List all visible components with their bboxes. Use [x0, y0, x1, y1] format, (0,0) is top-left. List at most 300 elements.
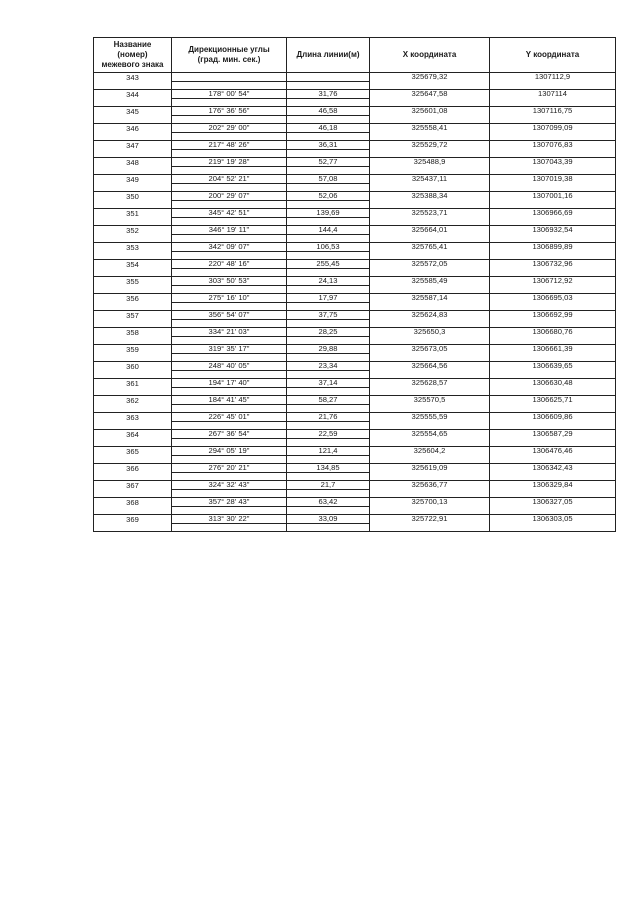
- direction-angle-cell: 276° 20' 21": [172, 464, 287, 473]
- x-coordinate-spacer: [370, 336, 490, 345]
- table-row: [94, 243, 616, 252]
- table-row-spacer: [94, 268, 616, 277]
- x-coordinate-cell: 325585,49: [370, 277, 490, 286]
- table-row-spacer: [94, 489, 616, 498]
- direction-angle-cell: 220° 48' 16": [172, 260, 287, 269]
- x-coordinate-cell: 325722,91: [370, 515, 490, 524]
- direction-angle-cell: 178° 00' 54": [172, 90, 287, 99]
- direction-angle-cell: 248° 40' 05": [172, 362, 287, 371]
- line-length-cell: 37,75: [287, 311, 370, 320]
- x-coordinate-spacer: [370, 472, 490, 481]
- line-length-cell: 134,85: [287, 464, 370, 473]
- direction-angle-spacer: [172, 217, 287, 226]
- y-coordinate-cell: 1306303,05: [490, 515, 616, 524]
- point-name-spacer: [94, 455, 172, 464]
- x-coordinate-cell: 325624,83: [370, 311, 490, 320]
- point-name-spacer: [94, 200, 172, 209]
- line-length-cell: 21,7: [287, 481, 370, 490]
- y-coordinate-cell: 1306630,48: [490, 379, 616, 388]
- header-direction-line-2: (град. мин. сек.): [197, 55, 261, 64]
- x-coordinate-cell: 325664,56: [370, 362, 490, 371]
- x-coordinate-spacer: [370, 98, 490, 107]
- table-row: [94, 90, 616, 99]
- y-coordinate-cell: 1307099,09: [490, 124, 616, 133]
- line-length-cell: 52,77: [287, 158, 370, 167]
- y-coordinate-spacer: [490, 489, 616, 498]
- line-length-spacer: [287, 285, 370, 294]
- y-coordinate-cell: 1306732,96: [490, 260, 616, 269]
- point-name-cell: 350: [94, 192, 172, 201]
- y-coordinate-spacer: [490, 404, 616, 413]
- y-coordinate-cell: 1306587,29: [490, 430, 616, 439]
- y-coordinate-spacer: [490, 217, 616, 226]
- direction-angle-cell: 346° 19' 11": [172, 226, 287, 235]
- table-row-spacer: [94, 149, 616, 158]
- line-length-spacer: [287, 234, 370, 243]
- direction-angle-cell: 294° 05' 19": [172, 447, 287, 456]
- boundary-points-table: [93, 37, 616, 532]
- direction-angle-spacer: [172, 149, 287, 158]
- table-row: [94, 226, 616, 235]
- table-row: [94, 209, 616, 218]
- line-length-spacer: [287, 132, 370, 141]
- direction-angle-spacer: [172, 370, 287, 379]
- y-coordinate-spacer: [490, 455, 616, 464]
- x-coordinate-cell: 325664,01: [370, 226, 490, 235]
- line-length-cell: 24,13: [287, 277, 370, 286]
- line-length-spacer: [287, 353, 370, 362]
- point-name-cell: 345: [94, 107, 172, 116]
- x-coordinate-spacer: [370, 132, 490, 141]
- line-length-spacer: [287, 268, 370, 277]
- header-x-coordinate: X координата: [370, 38, 490, 73]
- x-coordinate-spacer: [370, 438, 490, 447]
- y-coordinate-spacer: [490, 285, 616, 294]
- direction-angle-spacer: [172, 132, 287, 141]
- table-row: [94, 413, 616, 422]
- line-length-spacer: [287, 387, 370, 396]
- point-name-spacer: [94, 285, 172, 294]
- direction-angle-cell: 267° 36' 54": [172, 430, 287, 439]
- line-length-spacer: [287, 489, 370, 498]
- point-name-cell: 368: [94, 498, 172, 507]
- y-coordinate-spacer: [490, 268, 616, 277]
- y-coordinate-cell: 1306609,86: [490, 413, 616, 422]
- line-length-spacer: [287, 166, 370, 175]
- point-name-spacer: [94, 523, 172, 532]
- point-name-spacer: [94, 319, 172, 328]
- x-coordinate-spacer: [370, 489, 490, 498]
- x-coordinate-cell: 325570,5: [370, 396, 490, 405]
- y-coordinate-spacer: [490, 98, 616, 107]
- direction-angle-spacer: [172, 302, 287, 311]
- line-length-cell: 29,88: [287, 345, 370, 354]
- y-coordinate-spacer: [490, 149, 616, 158]
- direction-angle-spacer: [172, 183, 287, 192]
- x-coordinate-spacer: [370, 421, 490, 430]
- y-coordinate-spacer: [490, 302, 616, 311]
- y-coordinate-cell: 1306680,76: [490, 328, 616, 337]
- y-coordinate-cell: 1306899,89: [490, 243, 616, 252]
- direction-angle-cell: 275° 16' 10": [172, 294, 287, 303]
- line-length-cell: 58,27: [287, 396, 370, 405]
- table-row: [94, 379, 616, 388]
- table-row: [94, 515, 616, 524]
- header-point-name: [94, 38, 172, 73]
- x-coordinate-cell: 325765,41: [370, 243, 490, 252]
- y-coordinate-cell: 1306625,71: [490, 396, 616, 405]
- point-name-cell: 360: [94, 362, 172, 371]
- direction-angle-spacer: [172, 234, 287, 243]
- y-coordinate-cell: 1306966,69: [490, 209, 616, 218]
- direction-angle-spacer: [172, 353, 287, 362]
- table-row-spacer: [94, 387, 616, 396]
- table-row-spacer: [94, 183, 616, 192]
- line-length-spacer: [287, 404, 370, 413]
- y-coordinate-spacer: [490, 370, 616, 379]
- direction-angle-spacer: [172, 268, 287, 277]
- direction-angle-cell: 319° 35' 17": [172, 345, 287, 354]
- direction-angle-spacer: [172, 251, 287, 260]
- direction-angle-cell: [172, 73, 287, 82]
- x-coordinate-spacer: [370, 166, 490, 175]
- y-coordinate-cell: 1307114: [490, 90, 616, 99]
- direction-angle-spacer: [172, 200, 287, 209]
- point-name-spacer: [94, 234, 172, 243]
- y-coordinate-cell: 1307112,9: [490, 73, 616, 82]
- line-length-cell: 36,31: [287, 141, 370, 150]
- table-row-spacer: [94, 302, 616, 311]
- header-name-line-1: Название: [113, 40, 152, 49]
- table-row-spacer: [94, 336, 616, 345]
- direction-angle-spacer: [172, 98, 287, 107]
- x-coordinate-spacer: [370, 115, 490, 124]
- point-name-spacer: [94, 217, 172, 226]
- line-length-spacer: [287, 98, 370, 107]
- table-row-spacer: [94, 506, 616, 515]
- point-name-cell: 369: [94, 515, 172, 524]
- y-coordinate-spacer: [490, 200, 616, 209]
- y-coordinate-cell: 1306329,84: [490, 481, 616, 490]
- direction-angle-spacer: [172, 421, 287, 430]
- table-body: [94, 73, 616, 532]
- x-coordinate-cell: 325558,41: [370, 124, 490, 133]
- point-name-spacer: [94, 115, 172, 124]
- point-name-spacer: [94, 132, 172, 141]
- point-name-cell: 356: [94, 294, 172, 303]
- line-length-spacer: [287, 506, 370, 515]
- point-name-spacer: [94, 438, 172, 447]
- point-name-cell: 359: [94, 345, 172, 354]
- table-row-spacer: [94, 472, 616, 481]
- y-coordinate-cell: 1307076,83: [490, 141, 616, 150]
- y-coordinate-spacer: [490, 472, 616, 481]
- direction-angle-cell: 184° 41' 45": [172, 396, 287, 405]
- y-coordinate-spacer: [490, 421, 616, 430]
- x-coordinate-spacer: [370, 234, 490, 243]
- line-length-cell: 255,45: [287, 260, 370, 269]
- line-length-spacer: [287, 370, 370, 379]
- point-name-spacer: [94, 302, 172, 311]
- point-name-cell: 343: [94, 73, 172, 82]
- direction-angle-cell: 324° 32' 43": [172, 481, 287, 490]
- x-coordinate-spacer: [370, 200, 490, 209]
- table-row: [94, 362, 616, 371]
- y-coordinate-spacer: [490, 166, 616, 175]
- direction-angle-spacer: [172, 285, 287, 294]
- x-coordinate-spacer: [370, 302, 490, 311]
- point-name-cell: 366: [94, 464, 172, 473]
- table-row: [94, 294, 616, 303]
- line-length-cell: 17,97: [287, 294, 370, 303]
- point-name-spacer: [94, 81, 172, 90]
- line-length-spacer: [287, 115, 370, 124]
- x-coordinate-cell: 325650,3: [370, 328, 490, 337]
- header-direction-angle: [172, 38, 287, 73]
- x-coordinate-cell: 325554,65: [370, 430, 490, 439]
- header-y-coordinate: Y координата: [490, 38, 616, 73]
- y-coordinate-spacer: [490, 115, 616, 124]
- x-coordinate-cell: 325679,32: [370, 73, 490, 82]
- header-name-line-3: межевого знака: [101, 60, 164, 69]
- x-coordinate-cell: 325619,09: [370, 464, 490, 473]
- x-coordinate-spacer: [370, 353, 490, 362]
- x-coordinate-spacer: [370, 319, 490, 328]
- point-name-cell: 363: [94, 413, 172, 422]
- direction-angle-cell: 176° 36' 56": [172, 107, 287, 116]
- line-length-cell: 46,18: [287, 124, 370, 133]
- point-name-spacer: [94, 268, 172, 277]
- line-length-cell: 23,34: [287, 362, 370, 371]
- x-coordinate-spacer: [370, 81, 490, 90]
- x-coordinate-cell: 325601,08: [370, 107, 490, 116]
- line-length-spacer: [287, 523, 370, 532]
- point-name-spacer: [94, 149, 172, 158]
- point-name-cell: 351: [94, 209, 172, 218]
- line-length-cell: 46,58: [287, 107, 370, 116]
- table-row: [94, 464, 616, 473]
- line-length-cell: 106,53: [287, 243, 370, 252]
- direction-angle-cell: 342° 09' 07": [172, 243, 287, 252]
- table-row-spacer: [94, 353, 616, 362]
- direction-angle-cell: 303° 50' 53": [172, 277, 287, 286]
- table-row-spacer: [94, 438, 616, 447]
- point-name-cell: 344: [94, 90, 172, 99]
- point-name-spacer: [94, 353, 172, 362]
- table-header-row: [94, 38, 616, 73]
- y-coordinate-spacer: [490, 234, 616, 243]
- point-name-cell: 346: [94, 124, 172, 133]
- x-coordinate-cell: 325437,11: [370, 175, 490, 184]
- table-row: [94, 447, 616, 456]
- y-coordinate-cell: 1306712,92: [490, 277, 616, 286]
- x-coordinate-cell: 325628,57: [370, 379, 490, 388]
- line-length-cell: 33,09: [287, 515, 370, 524]
- x-coordinate-cell: 325604,2: [370, 447, 490, 456]
- point-name-cell: 357: [94, 311, 172, 320]
- point-name-cell: 361: [94, 379, 172, 388]
- table-row: [94, 498, 616, 507]
- line-length-spacer: [287, 251, 370, 260]
- x-coordinate-spacer: [370, 268, 490, 277]
- x-coordinate-spacer: [370, 183, 490, 192]
- point-name-cell: 364: [94, 430, 172, 439]
- line-length-cell: 139,69: [287, 209, 370, 218]
- y-coordinate-spacer: [490, 319, 616, 328]
- x-coordinate-cell: 325488,9: [370, 158, 490, 167]
- y-coordinate-spacer: [490, 438, 616, 447]
- y-coordinate-cell: 1306476,46: [490, 447, 616, 456]
- x-coordinate-spacer: [370, 387, 490, 396]
- y-coordinate-cell: 1307116,75: [490, 107, 616, 116]
- x-coordinate-cell: 325529,72: [370, 141, 490, 150]
- point-name-cell: 352: [94, 226, 172, 235]
- y-coordinate-cell: 1306695,03: [490, 294, 616, 303]
- y-coordinate-spacer: [490, 387, 616, 396]
- line-length-cell: 121,4: [287, 447, 370, 456]
- x-coordinate-spacer: [370, 523, 490, 532]
- line-length-cell: 57,08: [287, 175, 370, 184]
- x-coordinate-spacer: [370, 285, 490, 294]
- point-name-cell: 367: [94, 481, 172, 490]
- table-row-spacer: [94, 200, 616, 209]
- point-name-spacer: [94, 489, 172, 498]
- x-coordinate-spacer: [370, 251, 490, 260]
- direction-angle-spacer: [172, 404, 287, 413]
- point-name-cell: 362: [94, 396, 172, 405]
- table-row-spacer: [94, 523, 616, 532]
- point-name-spacer: [94, 336, 172, 345]
- table-row-spacer: [94, 115, 616, 124]
- table-row-spacer: [94, 81, 616, 90]
- table-row-spacer: [94, 319, 616, 328]
- y-coordinate-cell: 1306692,99: [490, 311, 616, 320]
- direction-angle-spacer: [172, 472, 287, 481]
- direction-angle-cell: 345° 42' 51": [172, 209, 287, 218]
- y-coordinate-spacer: [490, 523, 616, 532]
- y-coordinate-spacer: [490, 132, 616, 141]
- table-row: [94, 175, 616, 184]
- y-coordinate-cell: 1307043,39: [490, 158, 616, 167]
- direction-angle-spacer: [172, 438, 287, 447]
- x-coordinate-cell: 325388,34: [370, 192, 490, 201]
- direction-angle-cell: 334° 21' 03": [172, 328, 287, 337]
- direction-angle-cell: 194° 17' 40": [172, 379, 287, 388]
- table-row: [94, 311, 616, 320]
- line-length-spacer: [287, 336, 370, 345]
- direction-angle-cell: 226° 45' 01": [172, 413, 287, 422]
- direction-angle-spacer: [172, 523, 287, 532]
- line-length-cell: 31,76: [287, 90, 370, 99]
- direction-angle-spacer: [172, 387, 287, 396]
- line-length-spacer: [287, 149, 370, 158]
- table-row: [94, 328, 616, 337]
- y-coordinate-cell: 1307019,38: [490, 175, 616, 184]
- line-length-spacer: [287, 472, 370, 481]
- direction-angle-spacer: [172, 489, 287, 498]
- direction-angle-spacer: [172, 115, 287, 124]
- table-row-spacer: [94, 285, 616, 294]
- point-name-spacer: [94, 472, 172, 481]
- line-length-spacer: [287, 200, 370, 209]
- y-coordinate-spacer: [490, 353, 616, 362]
- direction-angle-spacer: [172, 455, 287, 464]
- table-row: [94, 158, 616, 167]
- table-row: [94, 124, 616, 133]
- x-coordinate-spacer: [370, 217, 490, 226]
- direction-angle-cell: 357° 28' 43": [172, 498, 287, 507]
- x-coordinate-cell: 325647,58: [370, 90, 490, 99]
- point-name-spacer: [94, 98, 172, 107]
- survey-sheet: [93, 37, 615, 532]
- y-coordinate-cell: 1306327,05: [490, 498, 616, 507]
- y-coordinate-spacer: [490, 506, 616, 515]
- direction-angle-cell: 202° 29' 00": [172, 124, 287, 133]
- direction-angle-cell: 313° 30' 22": [172, 515, 287, 524]
- point-name-cell: 353: [94, 243, 172, 252]
- x-coordinate-cell: 325587,14: [370, 294, 490, 303]
- line-length-cell: 63,42: [287, 498, 370, 507]
- point-name-cell: 354: [94, 260, 172, 269]
- table-row: [94, 396, 616, 405]
- point-name-spacer: [94, 404, 172, 413]
- line-length-cell: 21,76: [287, 413, 370, 422]
- direction-angle-cell: 219° 19' 28": [172, 158, 287, 167]
- line-length-spacer: [287, 81, 370, 90]
- point-name-spacer: [94, 506, 172, 515]
- table-row: [94, 277, 616, 286]
- direction-angle-cell: 356° 54' 07": [172, 311, 287, 320]
- table-row-spacer: [94, 234, 616, 243]
- table-row: [94, 260, 616, 269]
- table-row-spacer: [94, 404, 616, 413]
- line-length-spacer: [287, 217, 370, 226]
- table-row: [94, 107, 616, 116]
- table-row-spacer: [94, 217, 616, 226]
- table-row: [94, 481, 616, 490]
- table-row: [94, 345, 616, 354]
- y-coordinate-cell: 1306639,65: [490, 362, 616, 371]
- y-coordinate-cell: 1306661,39: [490, 345, 616, 354]
- direction-angle-spacer: [172, 506, 287, 515]
- x-coordinate-cell: 325555,59: [370, 413, 490, 422]
- x-coordinate-spacer: [370, 404, 490, 413]
- line-length-cell: [287, 73, 370, 82]
- table-row-spacer: [94, 455, 616, 464]
- header-name-line-2: (номер): [117, 50, 148, 59]
- y-coordinate-cell: 1306342,43: [490, 464, 616, 473]
- y-coordinate-spacer: [490, 336, 616, 345]
- point-name-cell: 358: [94, 328, 172, 337]
- point-name-spacer: [94, 251, 172, 260]
- table-row-spacer: [94, 132, 616, 141]
- line-length-spacer: [287, 302, 370, 311]
- point-name-cell: 349: [94, 175, 172, 184]
- direction-angle-spacer: [172, 81, 287, 90]
- table-row: [94, 430, 616, 439]
- y-coordinate-cell: 1307001,16: [490, 192, 616, 201]
- x-coordinate-spacer: [370, 370, 490, 379]
- table-row: [94, 73, 616, 82]
- line-length-cell: 28,25: [287, 328, 370, 337]
- direction-angle-spacer: [172, 319, 287, 328]
- x-coordinate-spacer: [370, 455, 490, 464]
- x-coordinate-cell: 325673,05: [370, 345, 490, 354]
- x-coordinate-cell: 325636,77: [370, 481, 490, 490]
- x-coordinate-cell: 325572,05: [370, 260, 490, 269]
- line-length-cell: 52,06: [287, 192, 370, 201]
- point-name-cell: 355: [94, 277, 172, 286]
